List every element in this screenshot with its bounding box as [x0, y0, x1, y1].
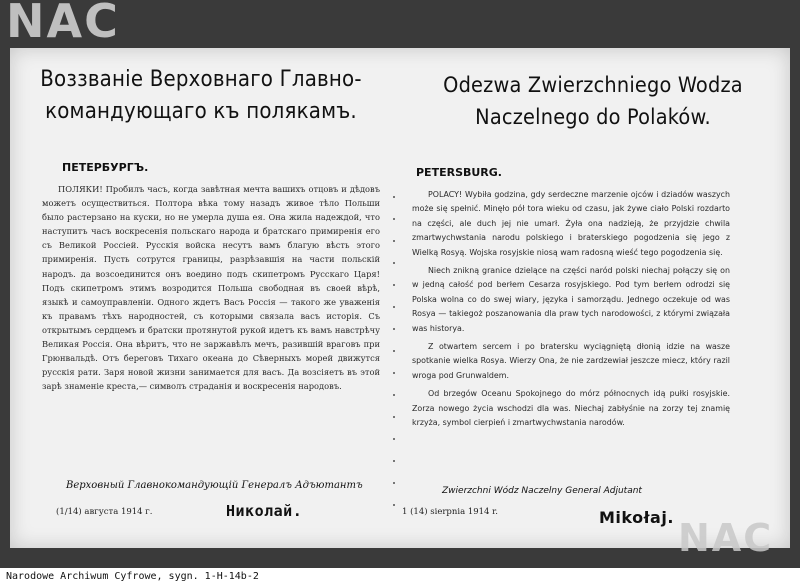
- polish-title: Odezwa Zwierzchniego Wodza Naczelnego do Polaków.: [443, 73, 743, 130]
- russian-body: [42, 182, 380, 393]
- polish-paragraph: Z otwartem sercem i po bratersku wyciągniętą dłonią idzie na wasze spotkanie wielka Rosya. Wierzy Ona, że nie zardzewiał jeszcze miecz, który razil wroga pod Grunwaldem.: [412, 342, 730, 380]
- nac-watermark-bottom: NAC: [678, 516, 774, 560]
- russian-title: Воззваніе Верховнаго Главно-командующаго къ полякамъ.: [40, 67, 362, 124]
- polish-signature-title: Zwierzchni Wódz Naczelny General Adjutant: [442, 486, 642, 496]
- polish-paragraph: Niech znikną granice dzielące na części naród polski niechaj połączy się on w jedną całość pod berłem Cesarza rosyjskiego. Pod tym berłem odrodzi się Polska wolna co do swej wiary, języka i samorządu. Jednego oczekuje od was Rosya — takiegoż poszanowania dla praw tych narodowości, z którymi związała was historya.: [412, 266, 730, 333]
- russian-date: (1/14) августа 1914 г.: [56, 507, 153, 517]
- polish-column: [402, 48, 784, 548]
- russian-column: [16, 48, 386, 548]
- proclamation-sheet: [10, 48, 790, 548]
- russian-signature-title: Верховный Главнокомандующій Генералъ Адъютантъ: [66, 480, 363, 491]
- russian-signature: Николай.: [226, 502, 303, 520]
- russian-paragraph: ПОЛЯКИ! Пробилъ часъ, когда завѣтная мечта вашихъ отцовъ и дѣдовъ можетъ осуществиться. Полтора вѣка тому назадъ живое тѣло Польши было растерзано на куски, но не умерла душа ея. Она жила надеждой, что наступитъ часъ воскресенія польскаго народа и братскаго примиренія его съ Великой Россіей. Русскія войска несутъ вамъ благую вѣсть этого примиренія. Пусть сотрутся границы, разрѣзавшія на части польскій народъ. да возсоединится онъ воедино подъ скипетромъ Русскаго Царя! Подъ скипетромъ этимъ возродится Польша свободная въ своей вѣрѣ, языкѣ и самоуправленіи. Одного ждетъ Васъ Россія — такого же уваженія къ правамъ тѣхъ народностей, съ которыми связала васъ исторія. Съ открытымъ сердцемъ и братски протянутой рукой идетъ къ вамъ навстрѣчу Великая Россія. Она вѣритъ, что не заржавѣлъ мечъ, разившій враговъ при Грюнвальдѣ. Отъ береговъ Тихаго океана до Сѣверныхъ морей движутся русскія рати. Заря новой жизни занимается для васъ. Да возсіяетъ въ этой зарѣ знаменіе креста,— символъ страданія и воскресенія народовъ.: [42, 184, 380, 392]
- russian-city-heading: ПЕТЕРБУРГЪ.: [62, 161, 149, 174]
- polish-signature: Mikołaj.: [599, 508, 674, 527]
- polish-date: 1 (14) sierpnia 1914 r.: [402, 507, 499, 517]
- polish-city-heading: PETERSBURG.: [416, 166, 502, 179]
- polish-body: [412, 188, 730, 435]
- polish-paragraph: Od brzegów Oceanu Spokojnego do mórz północnych idą pułki rosyjskie. Zorza nowego życia wschodzi dla was. Niechaj zabłyśnie na zorzy tej znamię krzyża, symbol cierpień i zmartwychwstania narodów.: [412, 389, 730, 428]
- archive-caption: Narodowe Archiwum Cyfrowe, sygn. 1-H-14b-2: [6, 571, 259, 582]
- polish-paragraph: POLACY! Wybiła godzina, gdy serdeczne marzenie ojców i dziadów waszych może się spełnić. Minęło pół tora wieku od czasu, jak żywe ciało Polski rozdarto na części, ale duch jej nie umarł. Żyła ona nadzieją, że przyjdzie chwila zmartwychwstania narodu polskiego i braterskiego pogodzenia się jego z Wielką Rosyą. Wojska rosyjskie niosą wam radosną wieść tego pogodzenia się.: [412, 190, 730, 257]
- nac-watermark-top: NAC: [6, 0, 120, 48]
